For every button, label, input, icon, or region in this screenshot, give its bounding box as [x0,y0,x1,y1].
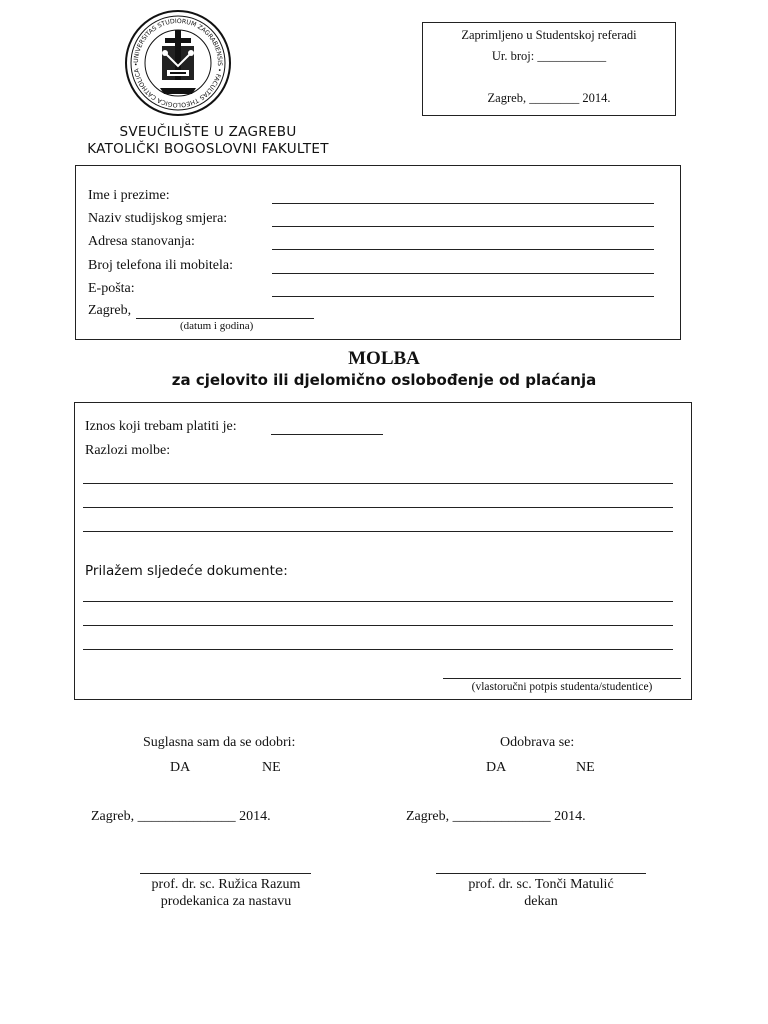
personal-date-field[interactable] [136,318,314,319]
request-box [74,402,692,700]
reasons-line-1[interactable] [83,483,673,484]
documents-label: Prilažem sljedeće dokumente: [85,563,288,579]
faculty-seal [120,8,236,118]
consent-no-option[interactable]: NE [262,760,281,775]
email-field[interactable] [272,296,654,297]
name-field[interactable] [272,203,654,204]
email-label: E-pošta: [88,281,135,296]
personal-info-box [75,165,681,340]
documents-line-1[interactable] [83,601,673,602]
approval-date[interactable]: Zagreb, ______________ 2014. [406,809,586,824]
approval-heading: Odobrava se: [500,735,575,750]
seal-ring-text: UNIVERSITAS STUDIORUM ZAGRABIENSIS • FACULTAS THEOLOGICA CATHOLICA • [132,17,224,109]
university-name: SVEUČILIŠTE U ZAGREBU [119,124,297,140]
approval-yes-option[interactable]: DA [486,760,507,775]
consent-date[interactable]: Zagreb, ______________ 2014. [91,809,271,824]
amount-label: Iznos koji trebam platiti je: [85,419,237,434]
student-signature-line[interactable] [443,678,681,679]
reasons-line-2[interactable] [83,507,673,508]
documents-line-3[interactable] [83,649,673,650]
seal-icon [120,8,236,118]
study-program-field[interactable] [272,226,654,227]
form-subtitle: za cjelovito ili djelomično oslobođenje od plaćanja [171,371,597,389]
dean-role: dekan [524,894,558,909]
signature-hint: (vlastoručni potpis studenta/studentice) [471,681,653,693]
dean-name: prof. dr. sc. Tonči Matulić [468,877,614,892]
reasons-label: Razlozi molbe: [85,443,171,458]
registry-received: Zaprimljeno u Studentskoj referadi [461,28,637,42]
reasons-line-3[interactable] [83,531,673,532]
form-title: MOLBA [348,348,420,369]
consent-yes-option[interactable]: DA [170,760,191,775]
vice-dean-name: prof. dr. sc. Ružica Razum [151,877,301,892]
vice-dean-signature-line[interactable] [140,873,311,874]
phone-label: Broj telefona ili mobitela: [88,258,234,273]
vice-dean-role: prodekanica za nastavu [160,894,292,909]
dean-signature-line[interactable] [436,873,646,874]
address-field[interactable] [272,249,654,250]
personal-zagreb-label: Zagreb, [88,303,132,318]
phone-field[interactable] [272,273,654,274]
approval-no-option[interactable]: NE [576,760,595,775]
registry-date[interactable]: Zagreb, ________ 2014. [487,91,611,105]
address-label: Adresa stanovanja: [88,234,195,249]
date-hint: (datum i godina) [180,320,254,332]
registry-box [422,22,676,116]
consent-heading: Suglasna sam da se odobri: [143,735,296,750]
faculty-name: KATOLIČKI BOGOSLOVNI FAKULTET [87,141,329,157]
documents-line-2[interactable] [83,625,673,626]
amount-field[interactable] [271,434,383,435]
registry-number[interactable]: Ur. broj: ___________ [491,49,607,63]
study-program-label: Naziv studijskog smjera: [88,211,228,226]
name-label: Ime i prezime: [88,188,170,203]
